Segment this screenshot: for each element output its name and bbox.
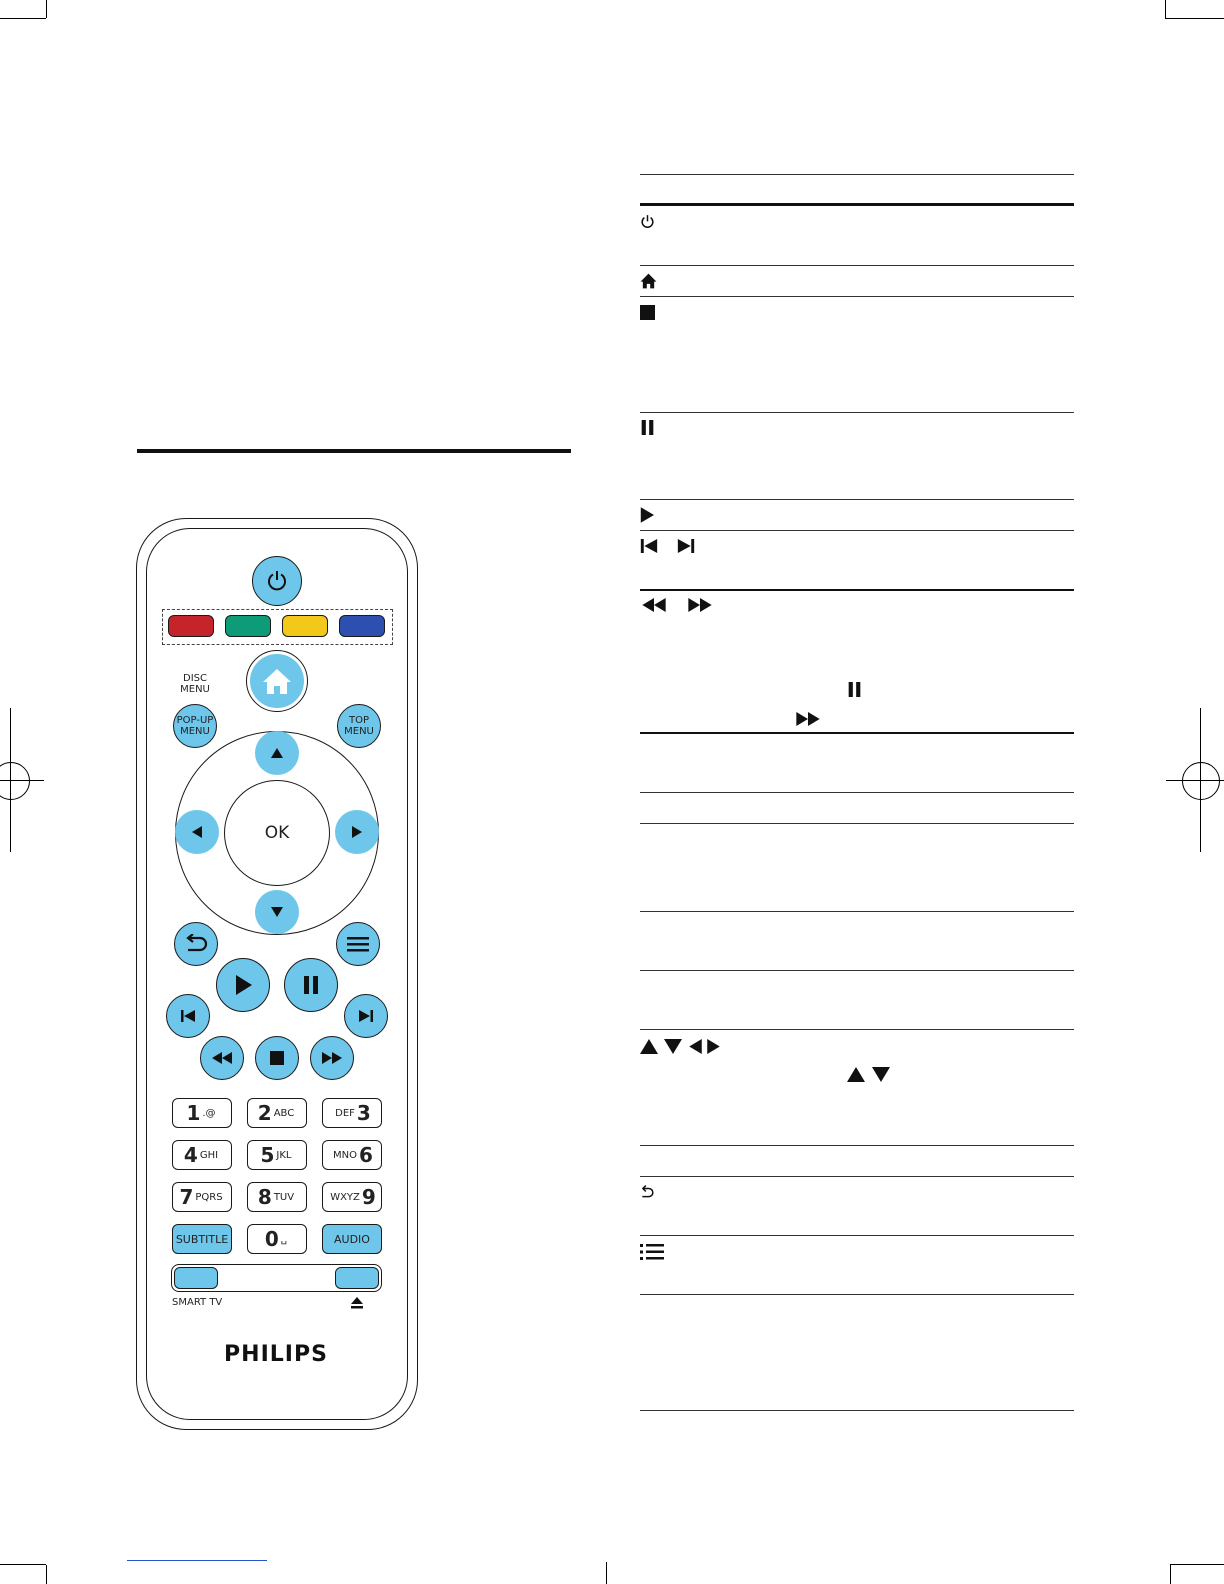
- back-icon: [184, 934, 208, 954]
- audio-button[interactable]: [322, 1224, 382, 1254]
- key-letters: MNO: [333, 1149, 358, 1161]
- key-2[interactable]: [247, 1098, 307, 1128]
- key-1[interactable]: [172, 1098, 232, 1128]
- home-icon: [640, 273, 657, 289]
- arrow-right-icon: [352, 826, 362, 838]
- right-button[interactable]: [335, 810, 379, 854]
- fast-forward-button[interactable]: [310, 1036, 354, 1080]
- pause-icon: [640, 420, 655, 435]
- registration-circle: [1182, 762, 1220, 800]
- popup-menu-label: POP-UP MENU: [176, 715, 214, 737]
- table-row-rule: [640, 732, 1074, 734]
- crop-mark: [1165, 18, 1224, 19]
- key-letters: TUV: [273, 1191, 295, 1203]
- key-7[interactable]: [172, 1182, 232, 1212]
- table-row-rule: [640, 296, 1074, 297]
- key-digit: 6: [359, 1143, 373, 1167]
- back-icon: [640, 1185, 654, 1199]
- key-9[interactable]: [322, 1182, 382, 1212]
- table-row-rule: [640, 1294, 1074, 1295]
- key-letters: GHI: [199, 1149, 219, 1161]
- key-digit: 4: [183, 1143, 198, 1167]
- power-icon: [640, 214, 655, 230]
- popup-menu-button[interactable]: [173, 704, 217, 748]
- key-8[interactable]: [247, 1182, 307, 1212]
- down-button[interactable]: [255, 890, 299, 934]
- arrow-right-icon: [707, 1039, 720, 1054]
- arrow-left-icon: [192, 826, 202, 838]
- play-icon: [640, 507, 654, 523]
- eject-button[interactable]: [335, 1267, 379, 1289]
- audio-label: AUDIO: [334, 1232, 370, 1246]
- key-digit: 5: [260, 1143, 275, 1167]
- table-row-rule: [640, 412, 1074, 413]
- arrow-up-icon: [640, 1039, 658, 1054]
- arrow-down-icon: [271, 907, 283, 917]
- pause-icon: [847, 682, 862, 697]
- green-button[interactable]: [225, 615, 271, 637]
- rewind-button[interactable]: [200, 1036, 244, 1080]
- key-letters: JKL: [276, 1149, 292, 1161]
- arrow-up-icon: [271, 748, 283, 758]
- table-top-rule: [640, 174, 1074, 175]
- crop-mark: [1170, 1564, 1224, 1565]
- red-button[interactable]: [168, 615, 214, 637]
- home-button[interactable]: [250, 654, 304, 708]
- subtitle-label: SUBTITLE: [175, 1232, 229, 1246]
- play-icon: [234, 975, 252, 995]
- rewind-icon: [640, 598, 668, 612]
- brand-logo: PHILIPS: [224, 1342, 328, 1367]
- table-row-rule: [640, 792, 1074, 793]
- link-underline: [127, 1560, 267, 1561]
- play-button[interactable]: [216, 958, 270, 1012]
- arrow-up-icon: [847, 1067, 865, 1082]
- crop-mark: [0, 1564, 46, 1565]
- pause-icon: [303, 976, 319, 994]
- key-digit: 1: [186, 1101, 201, 1125]
- rewind-icon: [212, 1052, 232, 1064]
- smart-tv-button[interactable]: [174, 1267, 218, 1289]
- left-button[interactable]: [175, 810, 219, 854]
- key-digit: 3: [356, 1101, 371, 1125]
- table-row-rule: [640, 823, 1074, 824]
- key-digit: 0: [264, 1227, 279, 1251]
- section-heading-rule: [137, 449, 571, 453]
- top-menu-label: TOP MENU: [344, 715, 374, 737]
- fast-forward-icon: [686, 598, 714, 612]
- registration-circle: [0, 762, 30, 800]
- table-row-rule: [640, 589, 1074, 591]
- crop-mark: [46, 0, 47, 18]
- stop-icon: [640, 305, 655, 320]
- stop-button[interactable]: [255, 1036, 299, 1080]
- previous-button[interactable]: [166, 994, 210, 1038]
- previous-icon: [640, 539, 658, 553]
- crop-mark: [46, 1565, 47, 1584]
- table-row-rule: [640, 499, 1074, 500]
- table-row-rule: [640, 265, 1074, 266]
- table-row-rule: [640, 1145, 1074, 1146]
- fast-forward-icon: [794, 712, 822, 726]
- table-row-rule: [640, 970, 1074, 971]
- arrow-left-icon: [689, 1039, 702, 1054]
- key-letters: ABC: [273, 1107, 295, 1119]
- smart-tv-label: SMART TV: [172, 1297, 223, 1308]
- table-header-rule: [640, 203, 1074, 206]
- next-button[interactable]: [344, 994, 388, 1038]
- stop-icon: [270, 1051, 284, 1065]
- previous-icon: [181, 1010, 195, 1022]
- key-4[interactable]: [172, 1140, 232, 1170]
- key-letters: ␣: [280, 1233, 288, 1245]
- key-letters: DEF: [335, 1107, 355, 1119]
- table-row-rule: [640, 530, 1074, 531]
- key-digit: 7: [179, 1185, 194, 1209]
- options-icon: [347, 935, 369, 953]
- subtitle-button[interactable]: [172, 1224, 232, 1254]
- key-digit: 2: [257, 1101, 272, 1125]
- key-letters: .@: [202, 1107, 216, 1119]
- ok-label: OK: [264, 823, 290, 843]
- arrow-down-icon: [664, 1039, 682, 1054]
- key-5[interactable]: [247, 1140, 307, 1170]
- back-button[interactable]: [174, 922, 218, 966]
- table-bottom-rule: [640, 1410, 1074, 1411]
- key-letters: WXYZ: [330, 1191, 360, 1203]
- key-6[interactable]: [322, 1140, 382, 1170]
- fast-forward-icon: [322, 1052, 342, 1064]
- key-digit: 9: [361, 1185, 376, 1209]
- key-0[interactable]: [247, 1224, 307, 1254]
- key-letters: PQRS: [195, 1191, 223, 1203]
- next-icon: [677, 539, 695, 553]
- yellow-button[interactable]: [282, 615, 328, 637]
- home-icon: [262, 667, 292, 695]
- power-button[interactable]: [252, 556, 302, 606]
- table-row-rule: [640, 1235, 1074, 1236]
- next-icon: [359, 1010, 373, 1022]
- crop-mark: [1165, 0, 1166, 18]
- blue-button[interactable]: [339, 615, 385, 637]
- key-3[interactable]: [322, 1098, 382, 1128]
- table-row-rule: [640, 1176, 1074, 1177]
- up-button[interactable]: [255, 731, 299, 775]
- power-icon: [265, 569, 289, 593]
- table-row-rule: [640, 911, 1074, 912]
- options-button[interactable]: [336, 922, 380, 966]
- ok-button[interactable]: [224, 780, 330, 886]
- disc-menu-label: DISC MENU: [180, 673, 210, 695]
- pause-button[interactable]: [284, 958, 338, 1012]
- crop-mark: [606, 1562, 607, 1584]
- options-icon: [640, 1244, 664, 1260]
- eject-icon: [351, 1297, 363, 1309]
- table-row-rule: [640, 1029, 1074, 1030]
- crop-mark: [1170, 1565, 1171, 1584]
- top-menu-button[interactable]: [337, 704, 381, 748]
- crop-mark: [0, 18, 46, 19]
- key-digit: 8: [257, 1185, 272, 1209]
- arrow-down-icon: [872, 1067, 890, 1082]
